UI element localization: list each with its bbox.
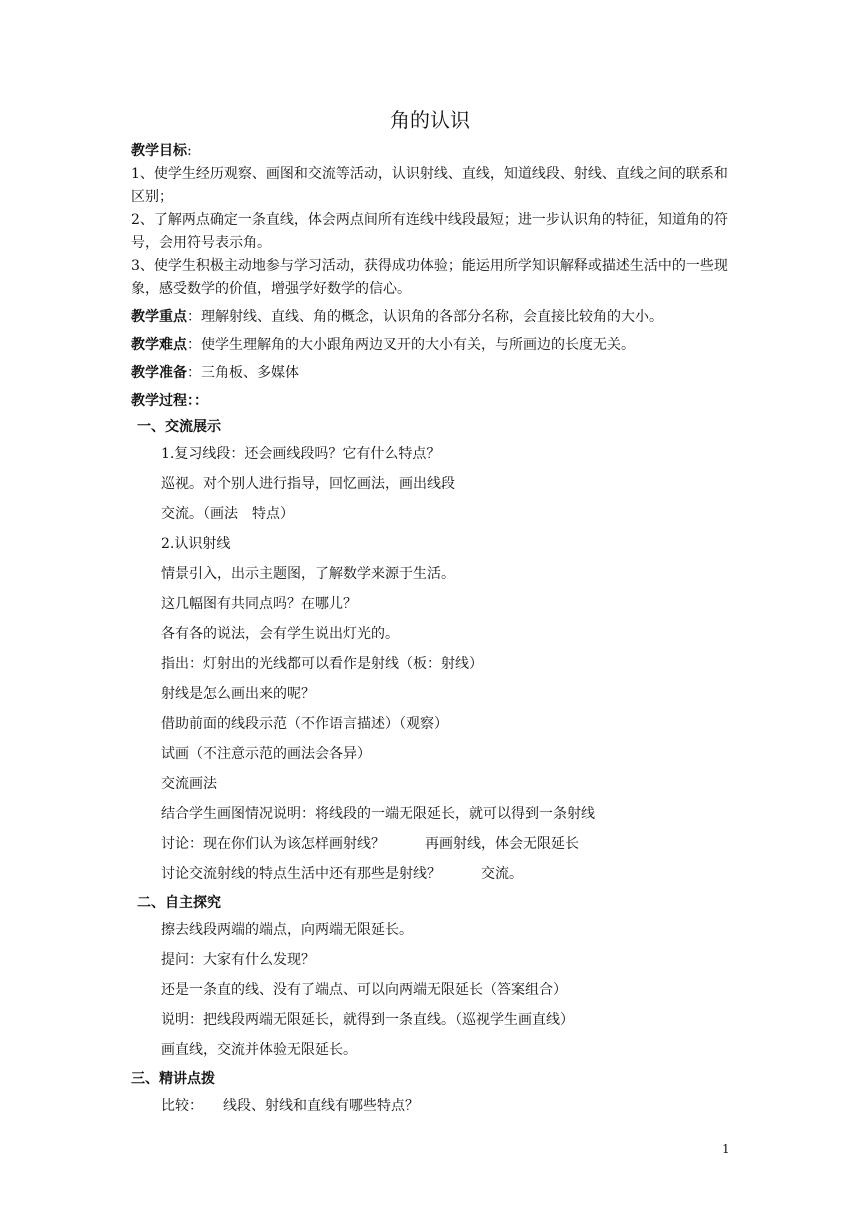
section3-heading: 三、精讲点拨 [131,1071,215,1087]
section2-line: 画直线，交流并体验无限延长。 [161,1042,357,1058]
goals-suffix: : [187,143,192,159]
section1-line: 交流。（画法 特点） [161,506,294,522]
section1-discussion-1 [131,829,731,859]
section1-line: 指出：灯射出的光线都可以看作是射线（板：射线） [161,656,483,672]
prep-label: 教学准备 [131,365,187,381]
section1-line: 1.复习线段：还会画线段吗？它有什么特点？ [161,446,441,462]
section2-line: 说明：把线段两端无限延长，就得到一条直线。（巡视学生画直线） [161,1012,574,1028]
goals-label: 教学目标 [131,143,187,159]
compare-label: 比较： [161,1098,203,1114]
section1-line: 借助前面的线段示范（不作语言描述）（观察） [161,716,448,732]
section3-compare [131,1091,731,1121]
document-body [131,140,731,1121]
section1-line: 射线是怎么画出来的呢？ [161,686,315,702]
preparation [131,362,731,385]
key-point-text: ：理解射线、直线、角的概念，认识角的各部分名称，会直接比较角的大小。 [187,309,663,325]
section1-line: 结合学生画图情况说明：将线段的一端无限延长，就可以得到一条射线 [161,806,595,822]
difficulty-text: ：使学生理解角的大小跟角两边叉开的大小有关，与所画边的长度无关。 [187,337,635,353]
difficulty-label: 教学难点 [131,337,187,353]
discussion-1-question: 讨论：现在你们认为该怎样画射线？ [161,836,385,852]
goals-heading [131,140,731,163]
key-point [131,306,731,329]
difficulty [131,334,731,357]
process-heading: 教学过程：： [131,393,208,409]
section1-line: 各有各的说法，会有学生说出灯光的。 [161,626,399,642]
section2-heading: 二、自主探究 [137,895,221,911]
section2-line: 擦去线段两端的端点，向两端无限延长。 [161,922,413,938]
discussion-2-question: 讨论交流射线的特点生活中还有那些是射线？ [161,866,441,882]
section1-line: 2.认识射线 [161,536,231,552]
section1-line: 情景引入，出示主题图，了解数学来源于生活。 [161,566,455,582]
section1-line: 巡视。对个别人进行指导，回忆画法，画出线段 [161,476,455,492]
goal-item-1: 1、使学生经历观察、画图和交流等活动，认识射线、直线，知道线段、射线、直线之间的联系和区别； [131,166,728,205]
section2-line: 提问：大家有什么发现？ [161,952,315,968]
section1-line: 这几幅图有共同点吗？在哪儿？ [161,596,357,612]
page-title: 角的认识 [390,108,470,132]
compare-text: 线段、射线和直线有哪些特点？ [223,1098,419,1114]
discussion-2-action: 交流。 [481,866,523,882]
section1-line: 交流画法 [161,776,217,792]
section2-line: 还是一条直的线、没有了端点、可以向两端无限延长（答案组合） [161,982,567,998]
prep-text: ：三角板、多媒体 [187,365,299,381]
page-number: 1 [722,1142,730,1156]
discussion-1-action: 再画射线，体会无限延长 [425,836,579,852]
section1-discussion-2 [131,859,731,889]
section1-heading: 一、交流展示 [137,419,221,435]
goal-item-2: 2、了解两点确定一条直线，体会两点间所有连线中线段最短；进一步认识角的特征，知道角的符号，会用符号表示角。 [131,212,728,251]
goal-item-3: 3、使学生积极主动地参与学习活动，获得成功体验；能运用所学知识解释或描述生活中的一些现象，感受数学的价值，增强学好数学的信心。 [131,258,728,297]
section1-line: 试画（不注意示范的画法会各异） [161,746,371,762]
key-point-label: 教学重点 [131,309,187,325]
